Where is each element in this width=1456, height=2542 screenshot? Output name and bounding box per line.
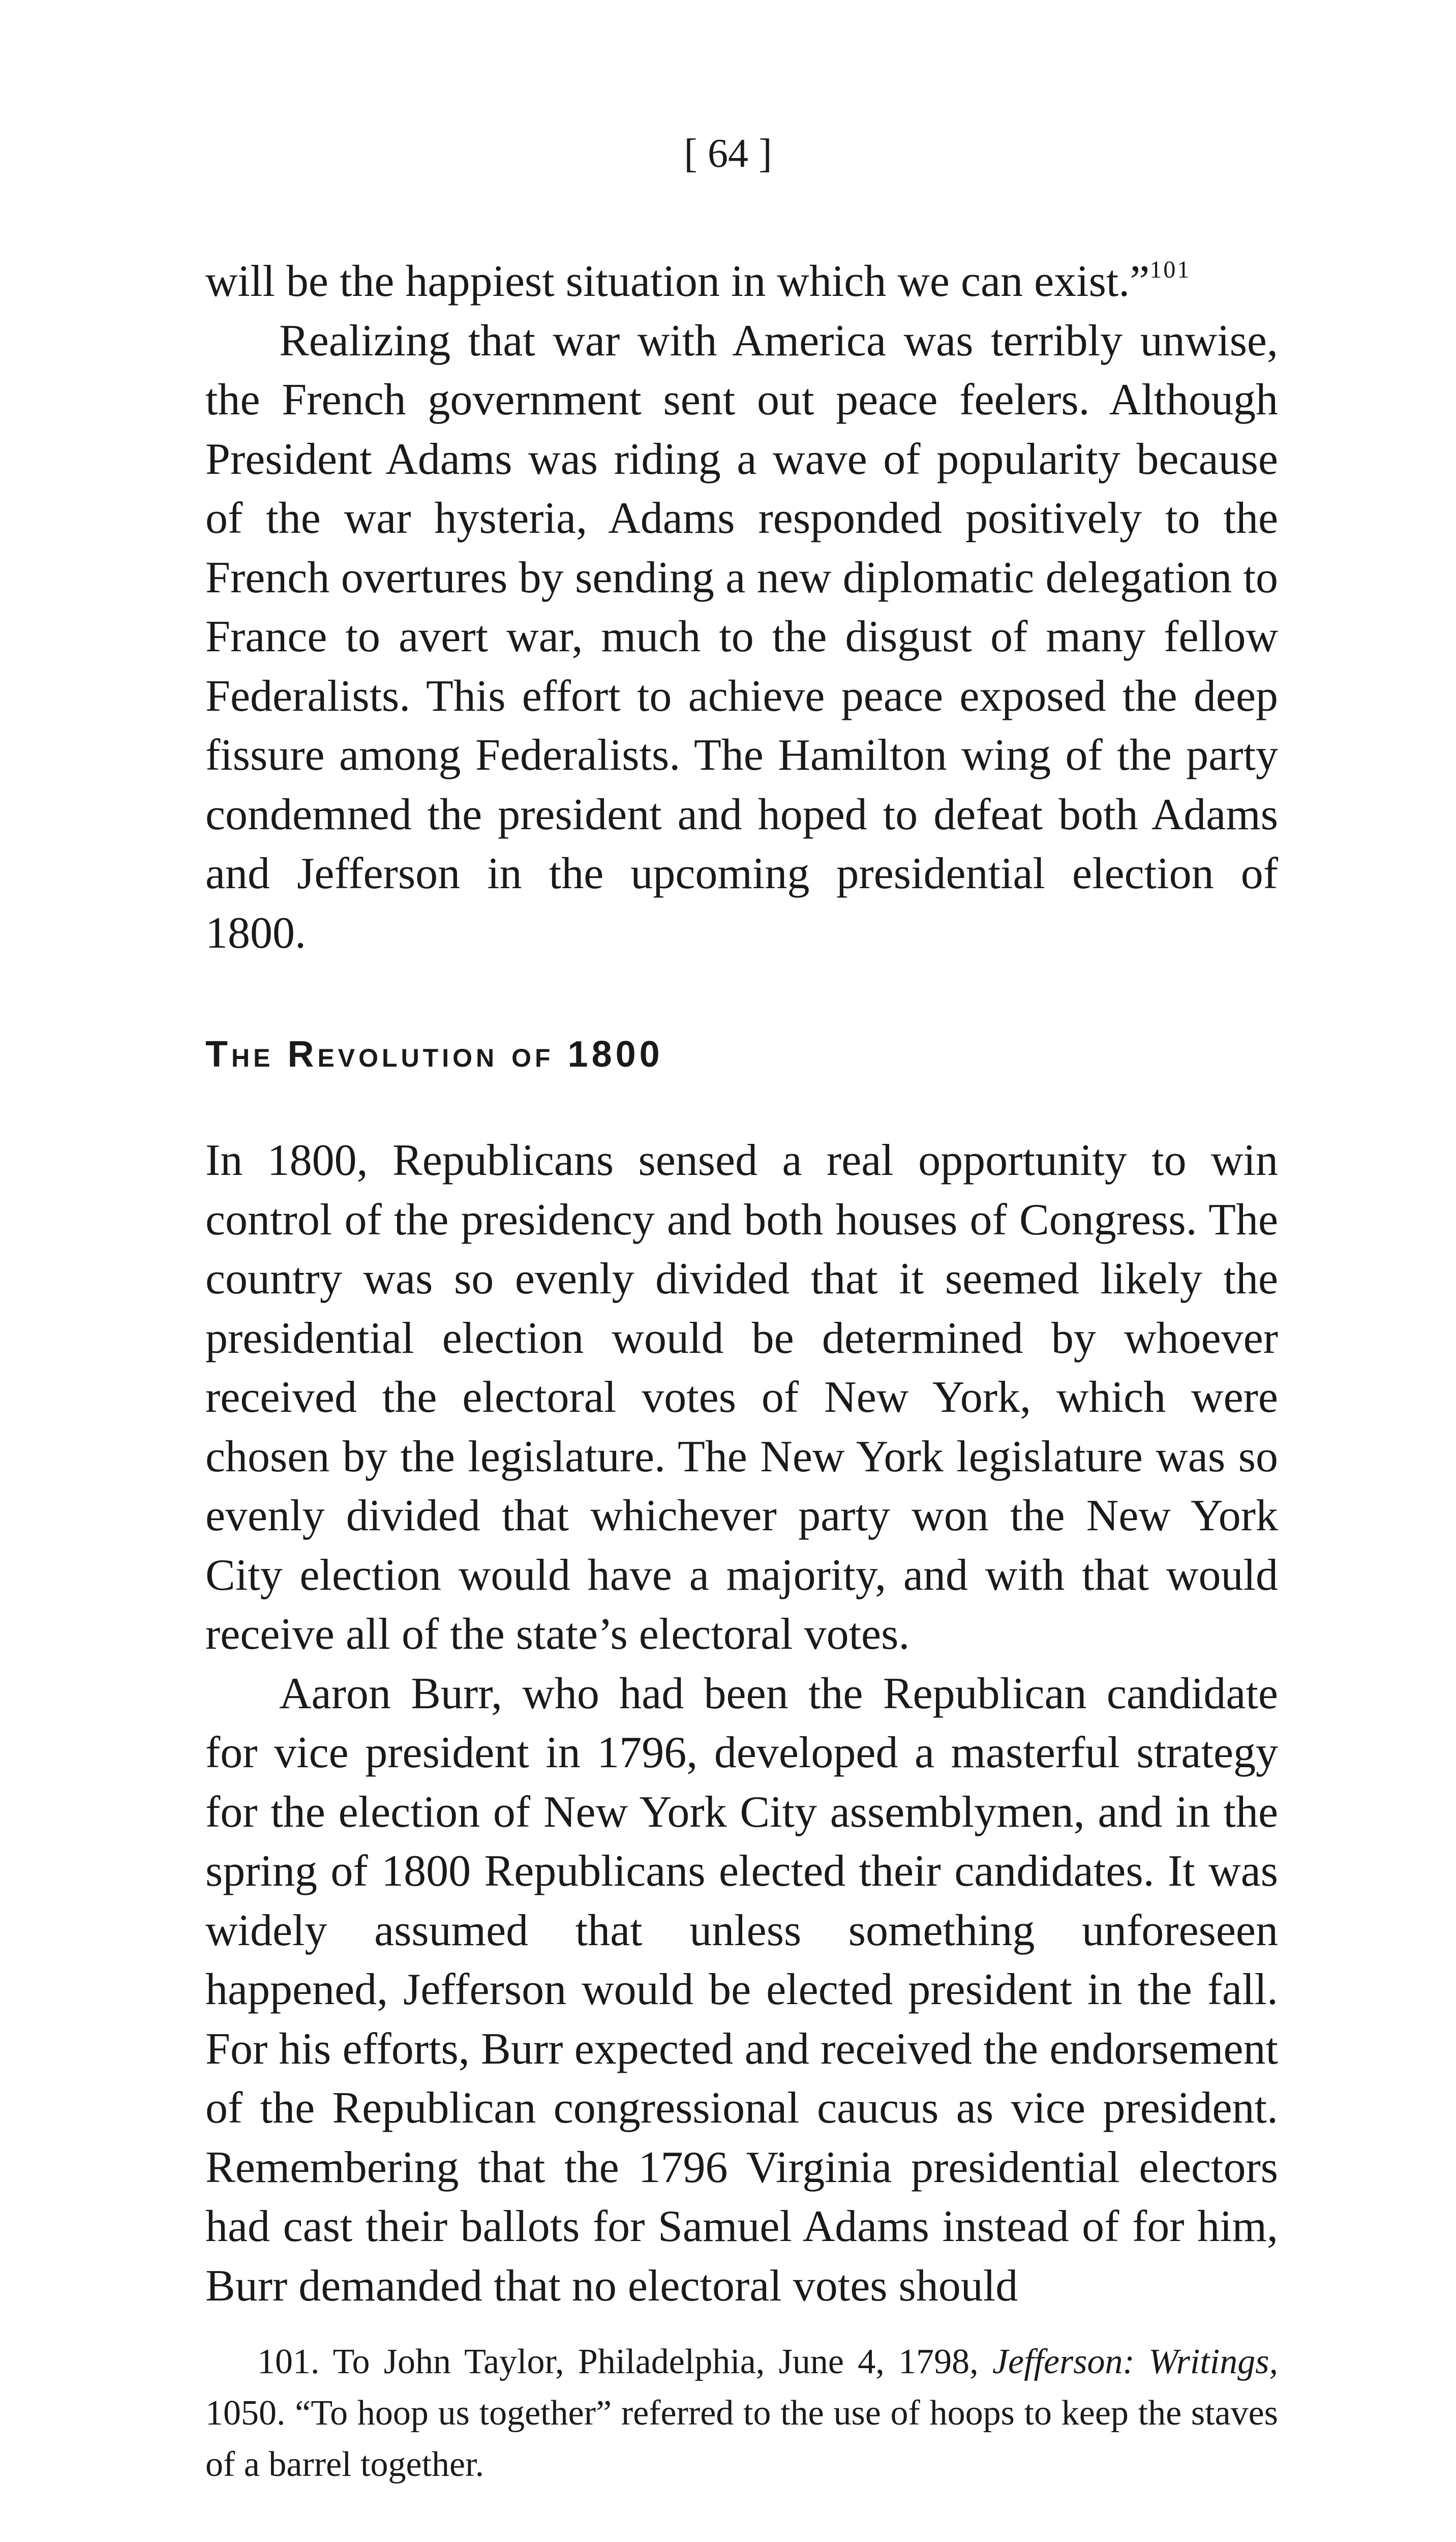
- footnote-reference: 101: [1149, 256, 1191, 283]
- footnote-number: 101.: [257, 2342, 320, 2381]
- paragraph-election-1800: In 1800, Republicans sensed a real opportunity to win control of the presidency and both houses of Congress. The country was so evenly divided that it seemed likely the presidential election would be determined by whoever received the electoral votes of New York, which were chosen by the legislature. The New York legislature was so evenly divided that whichever party won the New York City election would have a majority, and with that would receive all of the state’s electoral votes.: [205, 1136, 1278, 1659]
- section-heading: The Revolution of 1800: [205, 1034, 663, 1075]
- footnote-text-before-title: To John Taylor, Philadelphia, June 4, 1798,: [332, 2342, 979, 2381]
- paragraph-continuation-text: will be the happiest situation in which we can exist.”: [205, 257, 1150, 306]
- body-text-lower: [205, 1131, 1278, 2316]
- body-text-upper: [205, 252, 1278, 963]
- paragraph-aaron-burr: Aaron Burr, who had been the Republican candidate for vice president in 1796, developed a masterful strategy for the election of New York City assemblymen, and in the spring of 1800 Republicans elected their candidates. It was widely assumed that unless something unforeseen happened, Jefferson would be elected president in the fall. For his efforts, Burr expected and received the endorsement of the Republican congressional caucus as vice president. Remembering that the 1796 Virginia presidential electors had cast their ballots for Samuel Adams instead of for him, Burr demanded that no electoral votes should: [205, 1669, 1278, 2311]
- footnote-title: Jefferson: Writings,: [992, 2342, 1278, 2381]
- paragraph-continuation: [205, 252, 1278, 312]
- paragraph-french-peace: Realizing that war with America was terribly unwise, the French government sent out peace feelers. Although President Adams was riding a wave of popularity because of the war hysteria, Adams responded positively to the French overtures by sending a new diplomatic delegation to France to avert war, much to the disgust of many fellow Federalists. This effort to achieve peace exposed the deep fissure among Federalists. The Hamilton wing of the party condemned the president and hoped to defeat both Adams and Jefferson in the upcoming presidential election of 1800.: [205, 316, 1278, 958]
- footnote: [205, 2336, 1278, 2490]
- footnote-text-after-title: 1050. “To hoop us together” referred to the use of hoops to keep the staves of a barrel together.: [205, 2394, 1278, 2484]
- page-number: [ 64 ]: [684, 131, 772, 176]
